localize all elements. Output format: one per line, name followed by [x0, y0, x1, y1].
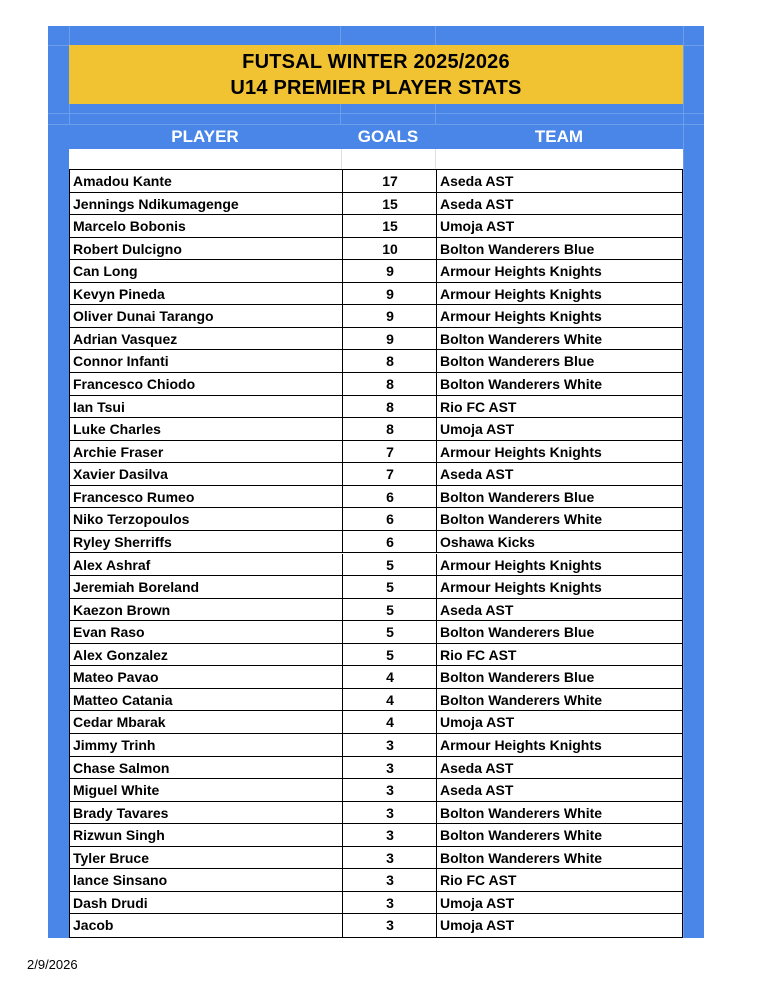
goals-cell: 9: [342, 305, 437, 327]
title-line-2: U14 PREMIER PLAYER STATS: [230, 76, 522, 99]
table-row: [70, 802, 682, 825]
header-team: TEAM: [534, 127, 584, 146]
team-cell: Bolton Wanderers White: [436, 689, 683, 711]
team-cell: Bolton Wanderers Blue: [436, 238, 683, 260]
goals-cell: 3: [342, 824, 437, 846]
team-cell: Armour Heights Knights: [436, 554, 683, 576]
goals-cell: 15: [342, 193, 437, 215]
goals-cell: 8: [342, 418, 437, 440]
player-name-cell: Can Long: [73, 263, 138, 280]
cell-divider: [435, 149, 436, 169]
table-row: [70, 892, 682, 915]
team-cell: Umoja AST: [436, 914, 683, 937]
team-cell: Armour Heights Knights: [436, 441, 683, 463]
table-row: [70, 779, 682, 802]
team-cell: Bolton Wanderers White: [436, 508, 683, 530]
player-name-cell: Ian Tsui: [73, 398, 125, 415]
goals-cell: 4: [342, 666, 437, 688]
table-row: [70, 215, 682, 238]
goals-cell: 5: [342, 644, 437, 666]
table-row: [70, 824, 682, 847]
goals-cell: 5: [342, 554, 437, 576]
goals-cell: 5: [342, 576, 437, 598]
player-name-cell: Miguel White: [73, 782, 160, 799]
player-name-cell: Jeremiah Boreland: [73, 579, 200, 596]
player-name-cell: Amadou Kante: [73, 173, 172, 189]
player-name-cell: Ryley Sherriffs: [73, 533, 172, 550]
player-name-cell: Alex Gonzalez: [73, 646, 168, 663]
goals-cell: 3: [342, 802, 437, 824]
team-cell: Oshawa Kicks: [436, 531, 683, 553]
player-name-cell: Cedar Mbarak: [73, 714, 166, 731]
grid-row-line: [48, 113, 704, 114]
team-cell: Aseda AST: [436, 757, 683, 779]
table-row: [70, 531, 682, 554]
player-name-cell: Robert Dulcigno: [73, 240, 182, 257]
player-name-cell: Niko Terzopoulos: [73, 511, 190, 528]
goals-cell: 3: [342, 757, 437, 779]
print-date: 2/9/2026: [27, 957, 78, 972]
table-row: [70, 554, 682, 577]
goals-cell: 5: [342, 599, 437, 621]
team-cell: Aseda AST: [436, 170, 683, 192]
team-cell: Umoja AST: [436, 892, 683, 914]
header-player: PLAYER: [171, 127, 239, 146]
team-cell: Rio FC AST: [436, 396, 683, 418]
table-row: [70, 576, 682, 599]
team-cell: Armour Heights Knights: [436, 734, 683, 756]
player-name-cell: Francesco Chiodo: [73, 376, 196, 393]
table-row: [70, 260, 682, 283]
table-header: [69, 125, 683, 149]
table-row: [70, 283, 682, 306]
goals-cell: 3: [342, 914, 437, 937]
team-cell: Bolton Wanderers White: [436, 328, 683, 350]
table-row: [70, 644, 682, 667]
player-name-cell: Dash Drudi: [73, 894, 148, 911]
goals-cell: 3: [342, 869, 437, 891]
player-name-cell: Kaezon Brown: [73, 601, 171, 618]
goals-cell: 4: [342, 689, 437, 711]
table-row: [70, 170, 682, 193]
table-row: [70, 914, 682, 937]
player-name-cell: lance Sinsano: [73, 872, 168, 889]
goals-cell: 3: [342, 779, 437, 801]
team-cell: Aseda AST: [436, 599, 683, 621]
table-row: [70, 666, 682, 689]
goals-cell: 3: [342, 847, 437, 869]
table-row: [70, 711, 682, 734]
team-cell: Umoja AST: [436, 418, 683, 440]
team-cell: Armour Heights Knights: [436, 576, 683, 598]
table-row: [70, 238, 682, 261]
player-name-cell: Marcelo Bobonis: [73, 218, 186, 235]
player-name-cell: Chase Salmon: [73, 759, 170, 776]
team-cell: Bolton Wanderers Blue: [436, 350, 683, 372]
player-name-cell: Jennings Ndikumagenge: [73, 195, 239, 212]
team-cell: Bolton Wanderers White: [436, 802, 683, 824]
goals-cell: 9: [342, 283, 437, 305]
header-goals: GOALS: [357, 127, 419, 146]
table-row: [70, 350, 682, 373]
goals-cell: 15: [342, 215, 437, 237]
table-row: [70, 193, 682, 216]
goals-cell: 8: [342, 350, 437, 372]
goals-cell: 7: [342, 441, 437, 463]
table-row: [70, 599, 682, 622]
table-row: [70, 869, 682, 892]
player-name-cell: Francesco Rumeo: [73, 488, 195, 505]
table-row: [70, 757, 682, 780]
player-name-cell: Luke Charles: [73, 421, 161, 438]
goals-cell: 8: [342, 373, 437, 395]
goals-cell: 6: [342, 531, 437, 553]
report-title: [69, 45, 683, 104]
player-name-cell: Archie Fraser: [73, 443, 164, 460]
goals-cell: 3: [342, 892, 437, 914]
goals-cell: 7: [342, 463, 437, 485]
cell-divider: [341, 149, 342, 169]
table-row: [70, 441, 682, 464]
player-name-cell: Kevyn Pineda: [73, 285, 165, 302]
player-name-cell: Adrian Vasquez: [73, 330, 178, 347]
team-cell: Aseda AST: [436, 193, 683, 215]
goals-cell: 6: [342, 508, 437, 530]
table-row: [70, 621, 682, 644]
player-name-cell: Connor Infanti: [73, 353, 169, 370]
table-row: [70, 418, 682, 441]
title-line-1: FUTSAL WINTER 2025/2026: [242, 50, 510, 73]
goals-cell: 5: [342, 621, 437, 643]
player-name-cell: Rizwun Singh: [73, 827, 165, 844]
goals-cell: 17: [342, 170, 437, 192]
goals-cell: 3: [342, 734, 437, 756]
team-cell: Bolton Wanderers Blue: [436, 666, 683, 688]
table-row: [70, 689, 682, 712]
goals-cell: 6: [342, 486, 437, 508]
goals-cell: 8: [342, 396, 437, 418]
table-row: [70, 396, 682, 419]
team-cell: Bolton Wanderers White: [436, 373, 683, 395]
goals-cell: 4: [342, 711, 437, 733]
table-row: [70, 847, 682, 870]
table-row: [70, 463, 682, 486]
team-cell: Umoja AST: [436, 711, 683, 733]
player-name-cell: Alex Ashraf: [73, 556, 151, 573]
team-cell: Bolton Wanderers Blue: [436, 486, 683, 508]
team-cell: Aseda AST: [436, 463, 683, 485]
team-cell: Armour Heights Knights: [436, 283, 683, 305]
player-stats-table: [69, 169, 683, 938]
team-cell: Rio FC AST: [436, 644, 683, 666]
table-row: [70, 373, 682, 396]
player-name-cell: Jimmy Trinh: [73, 736, 156, 753]
table-row: [70, 305, 682, 328]
blank-row: [69, 149, 683, 169]
player-name-cell: Matteo Catania: [73, 691, 173, 708]
player-name-cell: Mateo Pavao: [73, 669, 159, 686]
table-row: [70, 734, 682, 757]
table-row: [70, 328, 682, 351]
player-name-cell: Brady Tavares: [73, 804, 169, 821]
goals-cell: 10: [342, 238, 437, 260]
player-name-cell: Evan Raso: [73, 624, 145, 641]
team-cell: Aseda AST: [436, 779, 683, 801]
team-cell: Bolton Wanderers Blue: [436, 621, 683, 643]
player-name-cell: Jacob: [73, 917, 114, 934]
player-name-cell: Xavier Dasilva: [73, 466, 168, 483]
team-cell: Armour Heights Knights: [436, 260, 683, 282]
player-name-cell: Tyler Bruce: [73, 849, 149, 866]
team-cell: Armour Heights Knights: [436, 305, 683, 327]
table-row: [70, 508, 682, 531]
team-cell: Bolton Wanderers White: [436, 824, 683, 846]
goals-cell: 9: [342, 328, 437, 350]
team-cell: Rio FC AST: [436, 869, 683, 891]
goals-cell: 9: [342, 260, 437, 282]
player-name-cell: Oliver Dunai Tarango: [73, 308, 214, 325]
table-row: [70, 486, 682, 509]
grid-column-line: [683, 26, 684, 938]
team-cell: Bolton Wanderers White: [436, 847, 683, 869]
team-cell: Umoja AST: [436, 215, 683, 237]
